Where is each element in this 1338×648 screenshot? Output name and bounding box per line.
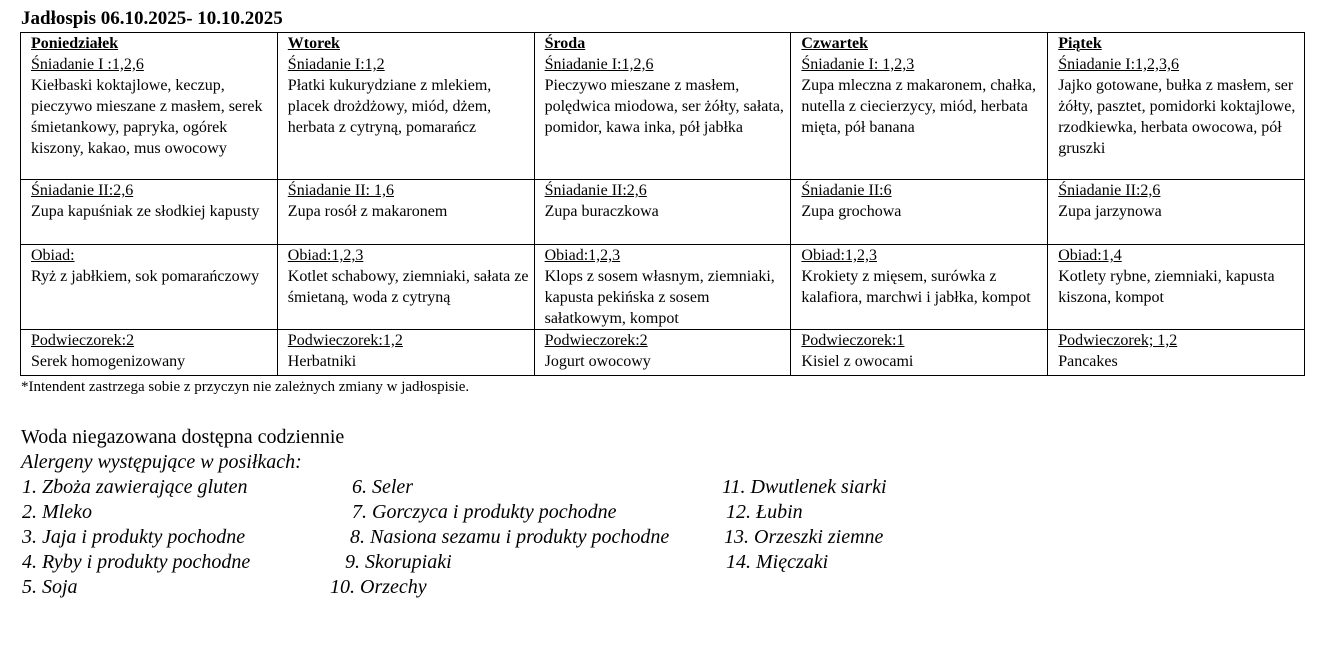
meal-cell: [534, 330, 791, 376]
meal-text: Krokiety z mięsem, surówka z kalafiora, marchwi i jabłka, kompot: [801, 268, 1031, 306]
allergen-item: 11. Dwutlenek siarki: [722, 476, 887, 498]
meal-cell: [791, 330, 1048, 376]
allergen-item: 9. Skorupiaki: [345, 551, 452, 573]
meal-cell: [21, 245, 278, 330]
meal-cell: [21, 33, 278, 180]
allergen-item: 5. Soja: [22, 576, 78, 598]
allergen-item: 13. Orzeszki ziemne: [724, 526, 884, 548]
meal-cell: [534, 180, 791, 245]
allergen-item: 14. Mięczaki: [726, 551, 829, 573]
allergen-item: 6. Seler: [352, 476, 414, 498]
meal-label: Śniadanie I:1,2,3,6: [1058, 56, 1180, 73]
meal-cell: [534, 33, 791, 180]
allergen-item: 8. Nasiona sezamu i produkty pochodne: [350, 526, 670, 548]
meal-row: [21, 180, 1305, 245]
meal-text: Zupa buraczkowa: [544, 203, 659, 220]
day-name: Poniedziałek: [31, 35, 119, 52]
meal-cell: [791, 180, 1048, 245]
meal-text: Płatki kukurydziane z mlekiem, placek drożdżowy, miód, dżem, herbata z cytryną, pomarańcz: [287, 77, 492, 136]
meal-label: Śniadanie I:1,2: [287, 56, 385, 73]
meal-text: Pieczywo mieszane z masłem, polędwica miodowa, ser żółty, sałata, pomidor, kawa inka, pół jabłka: [544, 77, 784, 136]
allergens-title: Alergeny występujące w posiłkach:: [21, 451, 302, 473]
meal-cell: [534, 245, 791, 330]
meal-text: Zupa grochowa: [801, 203, 902, 220]
meal-text: Jogurt owocowy: [544, 353, 651, 370]
allergen-item: 1. Zboża zawierające gluten: [22, 476, 248, 498]
allergen-item: 12. Łubin: [726, 501, 803, 523]
meal-text: Jajko gotowane, bułka z masłem, ser żółty, pasztet, pomidorki koktajlowe, rzodkiewka, herbata owocowa, pół gruszki: [1058, 77, 1296, 157]
meal-label: Śniadanie I:1,2,6: [544, 56, 654, 73]
meal-label: Podwieczorek; 1,2: [1058, 332, 1178, 349]
meal-text: Klops z sosem własnym, ziemniaki, kapusta pekińska z sosem sałatkowym, kompot: [544, 268, 775, 327]
meal-label: Obiad:1,2,3: [544, 247, 621, 264]
meal-cell: [21, 180, 278, 245]
meal-text: Pancakes: [1058, 353, 1118, 370]
meal-cell: [1048, 330, 1305, 376]
meal-label: Podwieczorek:1: [801, 332, 905, 349]
meal-label: Podwieczorek:1,2: [287, 332, 403, 349]
meal-cell: [1048, 33, 1305, 180]
meal-label: Obiad:1,2,3: [287, 247, 364, 264]
meal-cell: [1048, 180, 1305, 245]
meal-text: Zupa rosół z makaronem: [287, 203, 448, 220]
day-name: Piątek: [1058, 35, 1102, 52]
meal-label: Śniadanie II:2,6: [544, 182, 647, 199]
meal-label: Śniadanie II: 1,6: [287, 182, 394, 199]
meal-label: Obiad:1,2,3: [801, 247, 877, 264]
meal-cell: [277, 245, 534, 330]
meal-cell: [1048, 245, 1305, 330]
meal-cell: [791, 245, 1048, 330]
meal-cell: [277, 33, 534, 180]
meal-label: Podwieczorek:2: [544, 332, 648, 349]
menu-table: [20, 32, 1305, 376]
meal-cell: [277, 180, 534, 245]
meal-label: Obiad:: [31, 247, 75, 264]
meal-text: Ryż z jabłkiem, sok pomarańczowy: [31, 268, 260, 285]
day-name: Środa: [544, 35, 586, 52]
meal-cell: [277, 330, 534, 376]
meal-label: Śniadanie I :1,2,6: [31, 56, 144, 73]
allergen-item: 4. Ryby i produkty pochodne: [22, 551, 251, 573]
meal-text: Kiełbaski koktajlowe, keczup, pieczywo mieszane z masłem, serek śmietankowy, papryka, ogórek kiszony, kakao, mus owocowy: [31, 77, 263, 157]
meal-cell: [791, 33, 1048, 180]
meal-text: Herbatniki: [287, 353, 357, 370]
page-title: Jadłospis 06.10.2025- 10.10.2025: [21, 8, 283, 29]
water-info: Woda niegazowana dostępna codziennie: [21, 426, 345, 448]
day-name: Wtorek: [287, 35, 340, 52]
day-name: Czwartek: [801, 35, 869, 52]
meal-label: Śniadanie II:6: [801, 182, 892, 199]
meal-label: Śniadanie I: 1,2,3: [801, 56, 915, 73]
meal-text: Zupa mleczna z makaronem, chałka, nutella z ciecierzycy, miód, herbata mięta, pół banana: [801, 77, 1036, 136]
meal-text: Kotlet schabowy, ziemniaki, sałata ze śmietaną, woda z cytryną: [287, 268, 529, 306]
meal-text: Serek homogenizowany: [31, 353, 186, 370]
allergen-item: 2. Mleko: [22, 501, 92, 523]
allergen-item: 3. Jaja i produkty pochodne: [22, 526, 246, 548]
disclaimer-note: *Intendent zastrzega sobie z przyczyn nie zależnych zmiany w jadłospisie.: [21, 379, 470, 395]
meal-label: Podwieczorek:2: [31, 332, 135, 349]
meal-text: Zupa kapuśniak ze słodkiej kapusty: [31, 203, 260, 220]
meal-text: Zupa jarzynowa: [1058, 203, 1162, 220]
meal-text: Kisiel z owocami: [801, 353, 914, 370]
meal-row: [21, 33, 1305, 180]
meal-label: Obiad:1,4: [1058, 247, 1122, 264]
meal-label: Śniadanie II:2,6: [1058, 182, 1161, 199]
meal-label: Śniadanie II:2,6: [31, 182, 134, 199]
meal-text: Kotlety rybne, ziemniaki, kapusta kiszona, kompot: [1058, 268, 1275, 306]
allergen-item: 10. Orzechy: [330, 576, 427, 598]
meal-row: [21, 245, 1305, 330]
allergen-item: 7. Gorczyca i produkty pochodne: [352, 501, 617, 523]
meal-cell: [21, 330, 278, 376]
meal-row: [21, 330, 1305, 376]
